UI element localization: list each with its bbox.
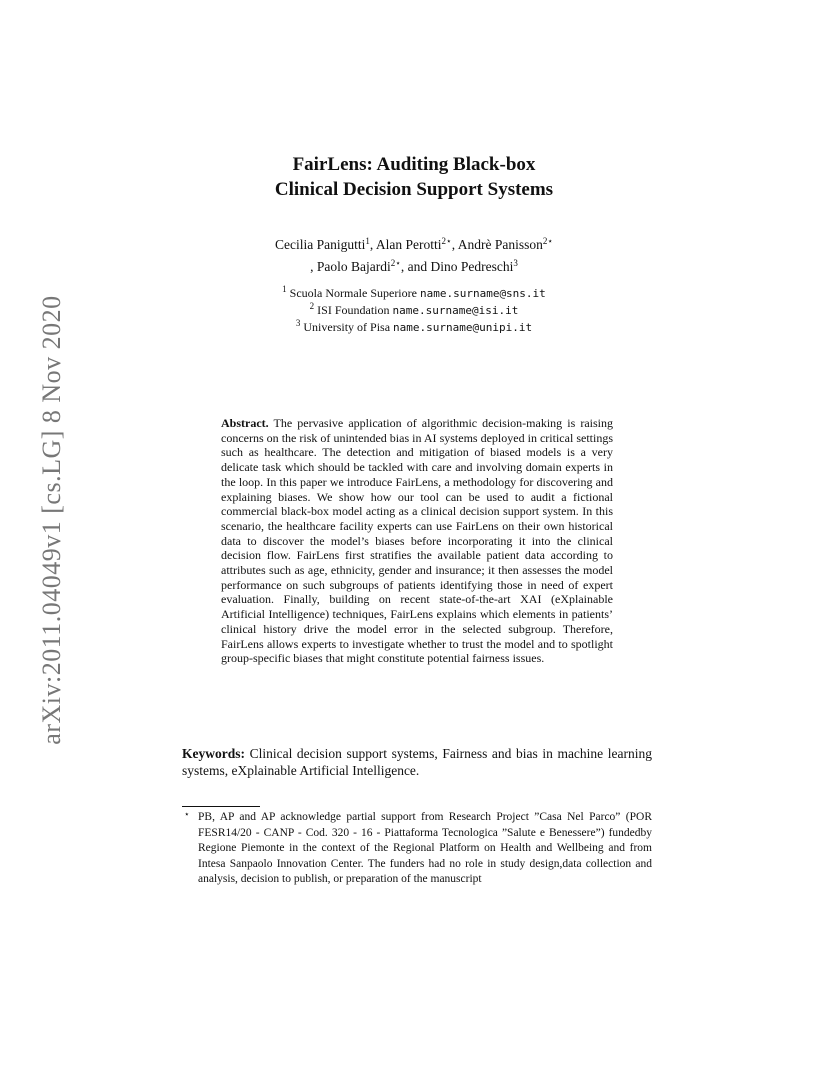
arxiv-identifier: arXiv:2011.04049v1 [cs.LG] 8 Nov 2020 [37,295,66,745]
paper-title [0,152,828,202]
affiliation-name: ISI Foundation [317,303,393,317]
author-line-2 [0,256,828,278]
abstract [221,416,613,666]
author-name: Alan Perotti [375,237,442,252]
affiliations [0,285,828,336]
author-affil-marker: 3 [513,258,518,268]
affiliation-3 [0,319,828,336]
keywords [182,745,652,779]
affiliation-email: name.surname@sns.it [419,287,546,300]
keywords-label: Keywords: [182,746,245,761]
title-line-1: FairLens: Auditing Black-box [292,154,536,175]
author-affil-marker: 2⋆ [441,236,452,246]
title-line-2: Clinical Decision Support Systems [274,179,554,200]
author-separator: , [451,237,458,252]
footnote-marker: ⋆ [184,809,190,819]
author-name: Cecilia Panigutti [275,237,366,252]
author-list [0,234,828,278]
affiliation-name: University of Pisa [303,320,394,334]
author-separator: , [369,237,376,252]
author-affil-marker: 2⋆ [390,258,401,268]
author-line-1 [0,234,828,256]
footnote [182,810,652,888]
abstract-text: The pervasive application of algorithmic decision-making is raising concerns on the risk of unintended bias in AI systems deployed in critical settings such as healthcare. The detection and mitigation of biased models is a very delicate task which should be tackled with care and involving domain experts in the loop. In this paper we introduce FairLens, a methodology for discovering and explaining biases. We show how our tool can be used to audit a fictional commercial black-box model acting as a clinical decision support system. In this scenario, the healthcare facility experts can use FairLens on their own historical data to discover the model’s biases before incorporating it into the clinical decision flow. FairLens first stratifies the available patient data according to attributes such as age, ethnicity, gender and insurance; it then assesses the model performance on such subgroups of patients identifying those in need of expert evaluation. Finally, building on recent state-of-the-art XAI (eXplainable Artificial Intelligence) techniques, FairLens explains which elements in patients’ clinical history drive the model error in the selected subgroup. Therefore, FairLens allows experts to investigate whether to trust the model and to spotlight group-specific biases that might constitute potential fairness issues. [221,416,613,666]
affiliation-2 [0,302,828,319]
affiliation-1 [0,285,828,302]
affiliation-email: name.surname@isi.it [392,304,519,317]
footnote-text: PB, AP and AP acknowledge partial support from Research Project ”Casa Nel Parco” (POR FESR14/20 - CANP - Cod. 320 - 16 - Piattaforma Tecnologica ”Salute e Benessere”) fundedby Regione Piemonte in the context of the Regional Platform on Health and Wellbeing and from Intesa Sanpaolo Innovation Center. The funders had no role in study design,data collection and analysis, decision to publish, or preparation of the manuscript [198,811,652,885]
footnote-rule [182,806,260,807]
affiliation-email: name.surname@unipi.it [393,321,533,334]
author-affil-marker: 1 [365,236,370,246]
abstract-label: Abstract. [221,416,269,430]
author-name: Andrè Panisson [457,237,543,252]
author-name: Dino Pedreschi [430,259,514,274]
author-name: , Paolo Bajardi [310,259,391,274]
author-affil-marker: 2⋆ [542,236,553,246]
affiliation-number: 3 [295,318,301,328]
affiliation-number: 2 [309,301,315,311]
keywords-text: Clinical decision support systems, Fairness and bias in machine learning systems, eXplainable Artificial Intelligence. [182,746,652,778]
affiliation-name: Scuola Normale Superiore [289,286,420,300]
affiliation-number: 1 [282,284,287,294]
author-separator: , and [400,259,431,274]
